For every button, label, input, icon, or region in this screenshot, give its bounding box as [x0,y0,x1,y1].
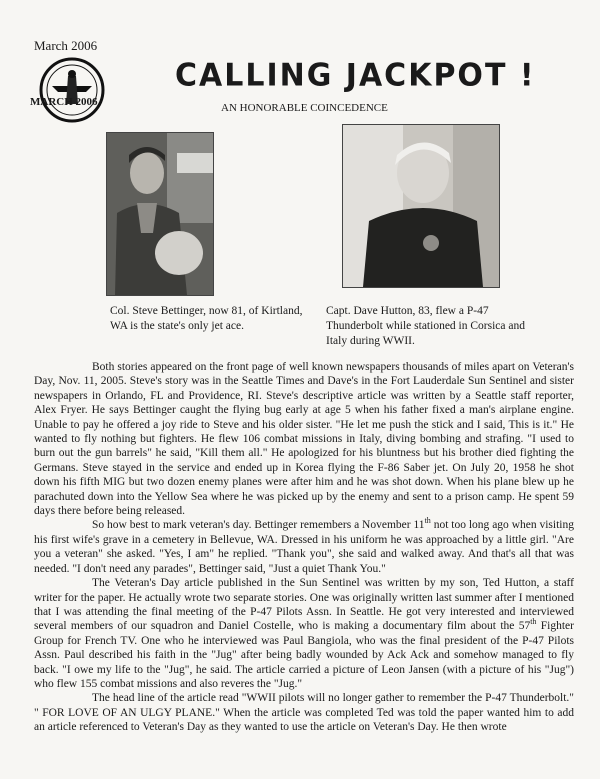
hutton-photo [342,124,500,288]
squadron-logo [38,56,106,124]
paragraph-3: The Veteran's Day article published in the Sun Sentinel was written by my son, Ted Hutton, a staff writer for the paper. He actually wrote two separate stories. One was originally written last summer after I mentioned that I was attending the final meeting of the P-47 Pilots Assn. In Seattle. He got very interested and interviewed several members of our squadron and Daniel Costelle, who is making a documentary film about the 57th Fighter Group for French TV. One who he interviewed was Paul Bangiola, who was the final president of the P-47 Pilots Assn. Paul described his faith in the "Jug" after being badly wounded by Ack Ack and somehow managed to fly back. "I owe my life to the "Jug", he said. The article carried a picture of Leon Jansen (with a picture of his "Jug") who flew 155 combat missions and also reveres the "Jug." [34,577,574,690]
masthead-title: CALLING JACKPOT ! [175,57,536,94]
article-body [34,360,574,735]
paragraph-4: The head line of the article read "WWII pilots will no longer gather to remember the P-47 Thunderbolt." " FOR LOVE OF AN ULGY PLANE." When the article was completed Ted was told the paper wanted him to add an article referenced to Veteran's Day as they wanted to use the article on Veteran's Day. He then wrote [34,692,574,734]
paragraph-2: So how best to mark veteran's day. Bettinger remembers a November 11th not too long ago when visiting his first wife's grave in a cemetery in Bellevue, WA. Dressed in his uniform he was approached by a little girl. "Are you a veteran" she asked. "Yes, I am" he replied. "Thank you", she said and walked away. And that's all that was needed. "I don't need any parades", Bettinger said, "Just a quiet Thank You." [34,516,574,575]
logo-date-label: MARCH 2006 [30,96,98,108]
hutton-caption: Capt. Dave Hutton, 83, flew a P-47 Thunderbolt while stationed in Corsica and Italy during WWII. [326,305,525,347]
bettinger-caption: Col. Steve Bettinger, now 81, of Kirtland, WA is the state's only jet ace. [110,305,303,332]
issue-date: March 2006 [34,38,98,53]
bettinger-photo [106,132,214,296]
paragraph-1: Both stories appeared on the front page of well known newspapers thousands of miles apart on Veteran's Day, Nov. 11, 2005. Steve's story was in the Seattle Times and Dave's in the Fort Lauderdale Sun Sentinel and sister newspapers in Orlando, FL and Providence, RI. Steve's descriptive article was written by a Seattle staff reporter, Alex Fryer. He says Bettinger caught the flying bug early at age 5 when his father fixed a man's airplane engine. Unable to pay he offered a joy ride to Steve and his older sister. "He let me push the stick and I said, This is it." He wanted to fly nothing but fighters. He flew 106 combat missions in Italy, diving bombing and strafing. "I used to burn out the gun barrels" he said, "Kill them all." He apologized for his bluntness but his brother died fighting the Germans. Steve stayed in the service and ended up in Korea flying the F-86 Saber jet. On July 20, 1958 he shot down his fifth MIG but two dozen enemy planes were after him and he was shot down. When his plane blew up he parachuted down into the Yellow Sea where he was picked up by the enemy and sent to a prison camp. He spent 59 days there before being released. [34,361,574,518]
article-subtitle: AN HONORABLE COINCEDENCE [221,102,388,114]
